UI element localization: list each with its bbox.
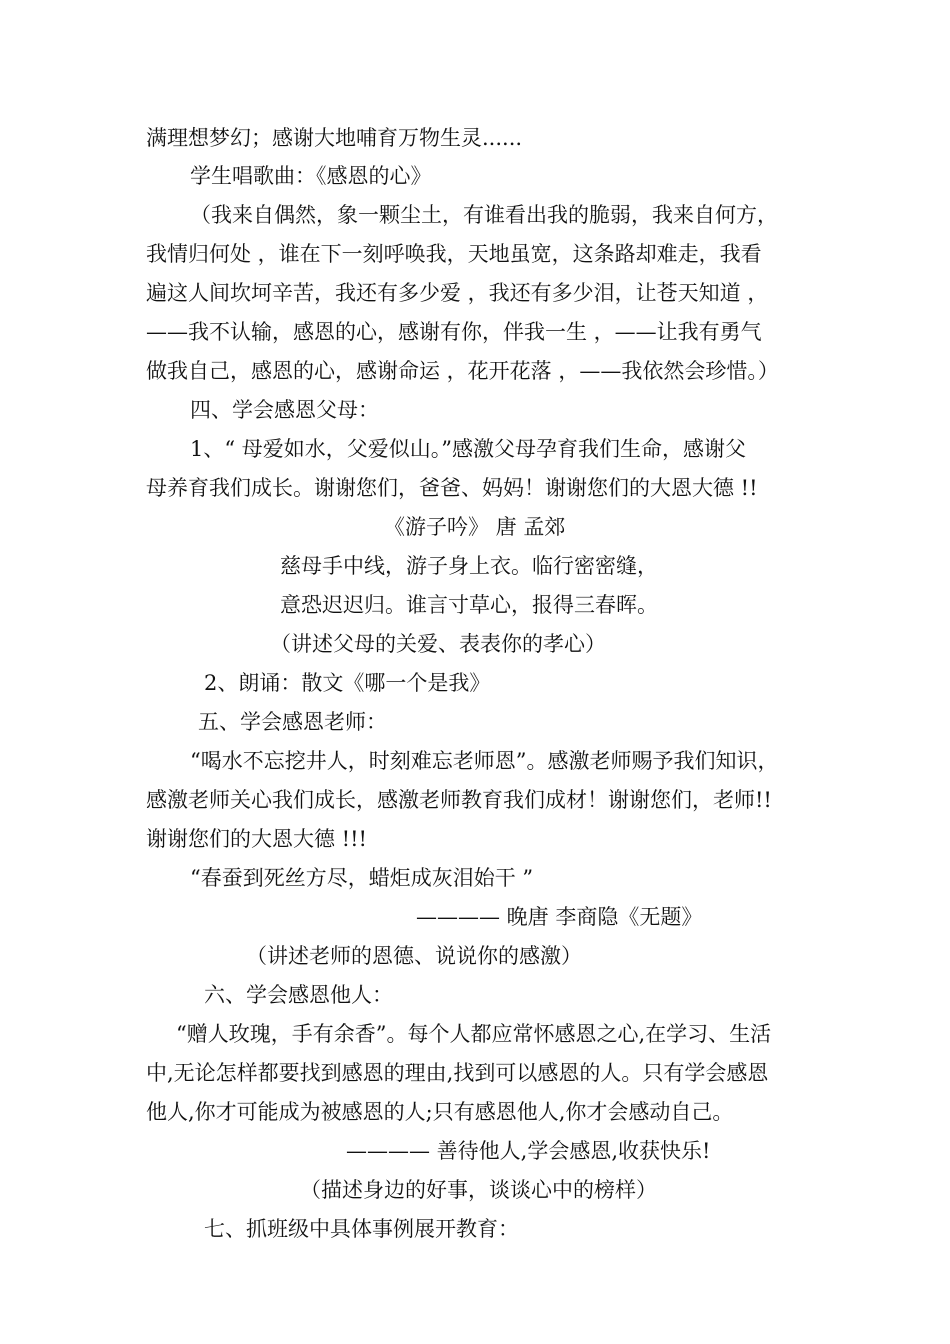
- activity-note: （描述身边的好事，谈谈心中的榜样）: [300, 1178, 657, 1202]
- activity-note: （讲述老师的恩德、说说你的感激）: [246, 944, 582, 968]
- text-line: 他人,你才可能成为被感恩的人;只有感恩他人,你才会感动自己。: [146, 1100, 734, 1124]
- section-heading-teachers: 五、学会感恩老师：: [198, 710, 387, 734]
- poem-line: 意恐迟迟归。谁言寸草心，报得三春晖。: [280, 593, 658, 617]
- lyrics-line: （我来自偶然，象一颗尘土，有谁看出我的脆弱，我来自何方，: [190, 203, 778, 227]
- lyrics-line: 我情归何处 ，谁在下一刻呼唤我，天地虽宽，这条路却难走，我看: [146, 242, 762, 266]
- lyrics-line: 做我自己，感恩的心，感谢命运 ，花开花落 ，——我依然会珍惜。）: [146, 359, 779, 383]
- text-line: “喝水不忘挖井人，时刻难忘老师恩”。感激老师赐予我们知识，: [190, 749, 779, 773]
- activity-note: （讲述父母的关爱、表表你的孝心）: [270, 632, 606, 656]
- section-heading-class: 七、抓班级中具体事例展开教育：: [204, 1217, 519, 1241]
- section-heading-parents: 四、学会感恩父母：: [190, 398, 379, 422]
- song-heading: 学生唱歌曲：《感恩的心》: [190, 164, 432, 188]
- text-line: 2、朗诵：散文《哪一个是我》: [204, 671, 491, 695]
- quote-attribution: ———— 善待他人,学会感恩,收获快乐!: [346, 1139, 711, 1163]
- poem-line: 慈母手中线，游子身上衣。临行密密缝，: [280, 554, 658, 578]
- section-heading-others: 六、学会感恩他人：: [204, 983, 393, 1007]
- lyrics-line: ——我不认输，感恩的心，感谢有你，伴我一生 ，——让我有勇气: [146, 320, 762, 344]
- poem-title: 《游子吟》 唐 孟郊: [384, 515, 566, 539]
- text-line: 感激老师关心我们成长，感激老师教育我们成材！谢谢您们，老师!!: [146, 788, 772, 812]
- quote-attribution: ———— 晚唐 李商隐《无题》: [416, 905, 703, 929]
- text-line: 谢谢您们的大恩大德 !!!: [146, 827, 367, 851]
- text-line: 母养育我们成长。谢谢您们，爸爸、妈妈！谢谢您们的大恩大德 !!: [146, 476, 758, 500]
- text-line: 1、“ 母爱如水，父爱似山。”感激父母孕育我们生命，感谢父: [190, 437, 747, 461]
- text-line: 满理想梦幻；感谢大地哺育万物生灵......: [146, 126, 523, 150]
- quote-line: “春蚕到死丝方尽，蜡炬成灰泪始干 ”: [190, 866, 534, 890]
- text-line: “赠人玫瑰，手有余香”。每个人都应常怀感恩之心,在学习、生活: [176, 1022, 772, 1046]
- text-line: 中,无论怎样都要找到感恩的理由,找到可以感恩的人。只有学会感恩: [146, 1061, 769, 1085]
- lyrics-line: 遍这人间坎坷辛苦，我还有多少爱 ，我还有多少泪，让苍天知道 ，: [146, 281, 769, 305]
